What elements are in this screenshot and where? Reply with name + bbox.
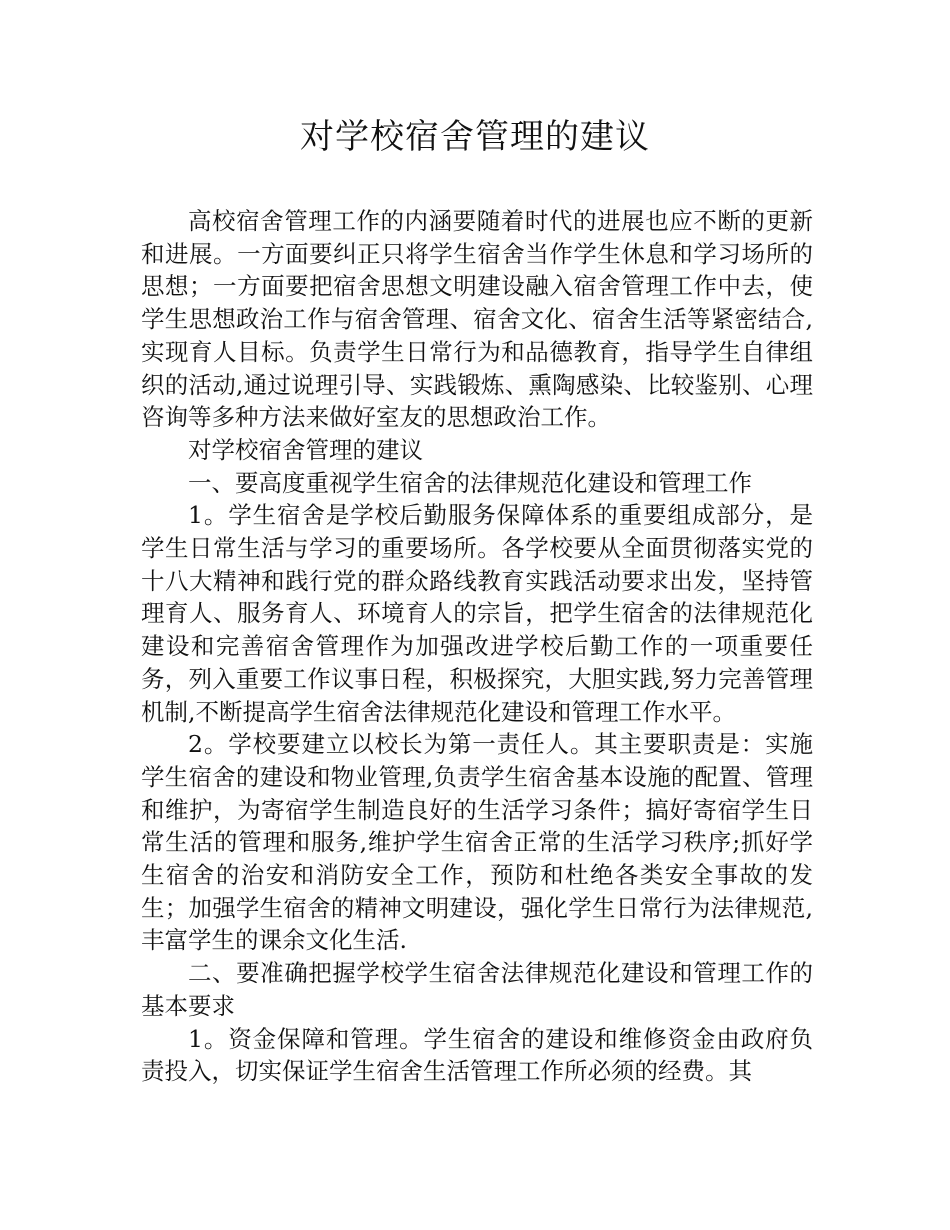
section-heading-2: 二、要准确把握学校学生宿舍法律规范化建设和管理工作的基本要求 (141, 959, 813, 1020)
paragraph-2-1: 1。资金保障和管理。学生宿舍的建设和维修资金由政府负责投入，切实保证学生宿舍生活管理工作所必须的经费。其 (141, 1024, 813, 1086)
paragraph-1-1: 1。学生宿舍是学校后勤服务保障体系的重要组成部分，是学生日常生活与学习的重要场所。各学校要从全面贯彻落实党的十八大精神和践行党的群众路线教育实践活动要求出发，坚持管理育人、服务育人、环境育人的宗旨，把学生宿舍的法律规范化建设和完善宿舍管理作为加强改进学校后勤工作的一项重要任务，列入重要工作议事日程，积极探究，大胆实践,努力完善管理机制,不断提高学生宿舍法律规范化建设和管理工作水平。 (141, 501, 813, 726)
document-title: 对学校宿舍管理的建议 (300, 117, 650, 157)
paragraph-subtitle: 对学校宿舍管理的建议 (188, 435, 423, 464)
paragraph-1-2: 2。学校要建立以校长为第一责任人。其主要职责是：实施学生宿舍的建设和物业管理,负责学生宿舍基本设施的配置、管理和维护，为寄宿学生制造良好的生活学习条件；搞好寄宿学生日常生活的管理和服务,维护学生宿舍正常的生活学习秩序;抓好学生宿舍的治安和消防安全工作，预防和杜绝各类安全事故的发生；加强学生宿舍的精神文明建设，强化学生日常行为法律规范,丰富学生的课余文化生活. (141, 730, 813, 955)
document-body (141, 205, 813, 1088)
paragraph-intro: 高校宿舍管理工作的内涵要随着时代的进展也应不断的更新和进展。一方面要纠正只将学生宿舍当作学生休息和学习场所的思想；一方面要把宿舍思想文明建设融入宿舍管理工作中去，使学生思想政治工作与宿舍管理、宿舍文化、宿舍生活等紧密结合,实现育人目标。负责学生日常行为和品德教育，指导学生自律组织的活动,通过说理引导、实践锻炼、熏陶感染、比较鉴别、心理咨询等多种方法来做好室友的思想政治工作。 (141, 207, 813, 432)
section-heading-1: 一、要高度重视学生宿舍的法律规范化建设和管理工作 (188, 468, 752, 497)
